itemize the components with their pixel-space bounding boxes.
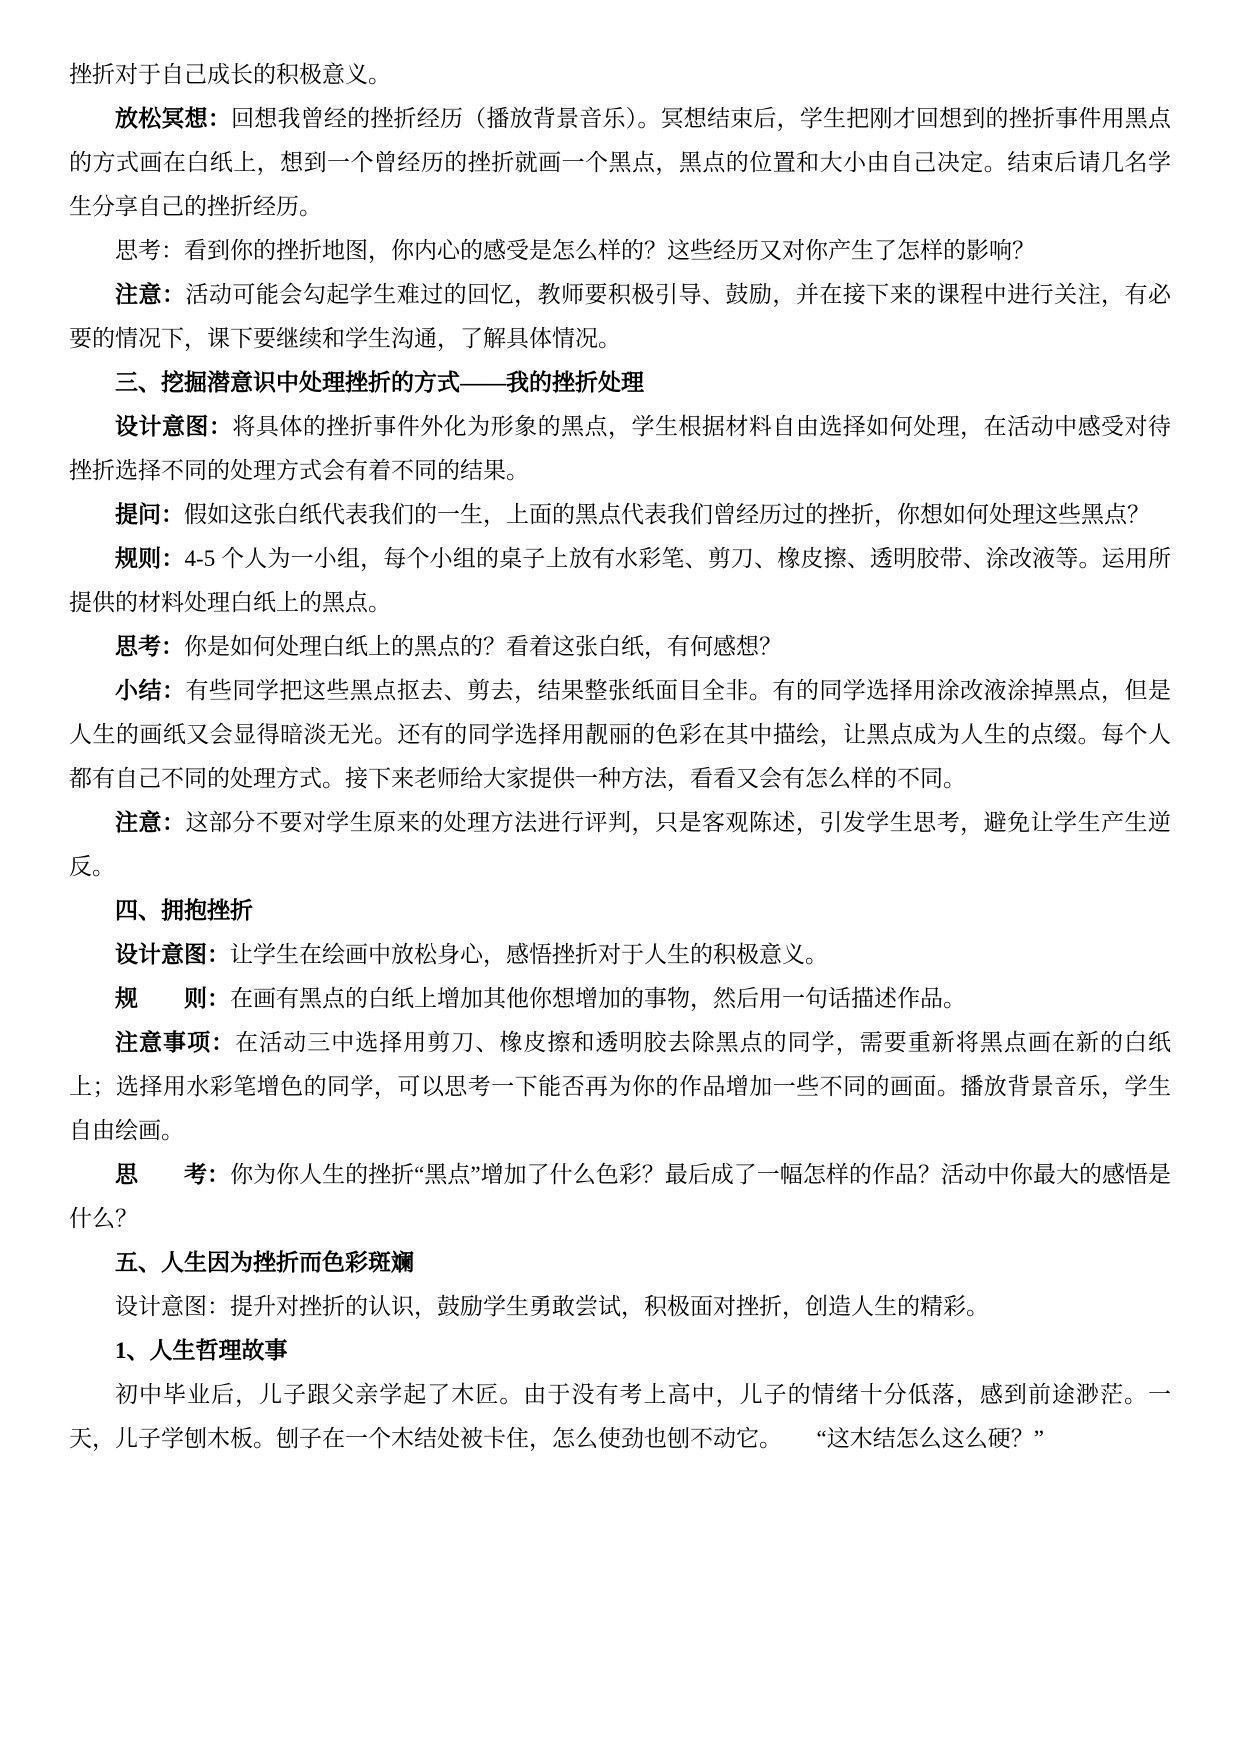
paragraph-think-3 <box>69 1153 1171 1241</box>
paragraph-text: 在活动三中选择用剪刀、橡皮擦和透明胶去除黑点的同学，需要重新将黑点画在新的白纸上；选择用水彩笔增色的同学，可以思考一下能否再为你的作品增加一些不同的画面。播放背景音乐，学生自由绘画。 <box>69 1030 1172 1143</box>
paragraph-text: 假如这张白纸代表我们的一生，上面的黑点代表我们曾经历过的挫折，你想如何处理这些黑点？ <box>184 502 1150 527</box>
paragraph-label: 提问： <box>115 502 184 527</box>
paragraph-text: 回想我曾经的挫折经历（播放背景音乐）。冥想结束后，学生把刚才回想到的挫折事件用黑点的方式画在白纸上，想到一个曾经历的挫折就画一个黑点，黑点的位置和大小由自己决定。结束后请几名学生分享自己的挫折经历。 <box>69 106 1172 219</box>
paragraph-design-intent-3 <box>69 405 1171 493</box>
paragraph-relax-meditation <box>69 97 1171 229</box>
paragraph-label: 放松冥想： <box>115 106 232 131</box>
paragraph-note-2 <box>69 801 1171 889</box>
paragraph-label: 注意： <box>115 282 186 307</box>
paragraph-text: 你是如何处理白纸上的黑点的？看着这张白纸，有何感想？ <box>184 634 782 659</box>
paragraph-text: 有些同学把这些黑点抠去、剪去，结果整张纸面目全非。有的同学选择用涂改液涂掉黑点，但是人生的画纸又会显得暗淡无光。还有的同学选择用靓丽的色彩在其中描绘，让黑点成为人生的点缀。每个人都有自己不同的处理方式。接下来老师给大家提供一种方法，看看又会有怎么样的不同。 <box>69 678 1172 791</box>
paragraph-label: 注意事项： <box>115 1030 236 1055</box>
paragraph-label: 设计意图： <box>115 942 230 967</box>
paragraph-think-1 <box>69 229 1171 273</box>
paragraph-text: 这部分不要对学生原来的处理方法进行评判，只是客观陈述，引发学生思考，避免让学生产生逆反。 <box>69 810 1172 879</box>
paragraph-story <box>69 1373 1171 1461</box>
paragraph-label: 注意： <box>115 810 186 835</box>
paragraph-text: 让学生在绘画中放松身心，感悟挫折对于人生的积极意义。 <box>230 942 828 967</box>
heading-story: 1、人生哲理故事 <box>115 1338 288 1363</box>
paragraph-design-intent-4 <box>69 933 1171 977</box>
paragraph-label: 思考： <box>115 238 184 263</box>
paragraph-label: 小结： <box>115 678 186 703</box>
paragraph-question <box>69 493 1171 537</box>
paragraph-label: 规则： <box>115 546 185 571</box>
paragraph-summary <box>69 669 1171 801</box>
paragraph-text: 看到你的挫折地图，你内心的感受是怎么样的？这些经历又对你产生了怎样的影响？ <box>184 238 1035 263</box>
paragraph-text: 初中毕业后，儿子跟父亲学起了木匠。由于没有考上高中，儿子的情绪十分低落，感到前途渺茫。一天，儿子学刨木板。刨子在一个木结处被卡住，怎么使劲也刨不动它。 “这木结怎么这么硬？” <box>69 1382 1171 1451</box>
paragraph-label: 思考： <box>115 634 184 659</box>
paragraph-continuation: 挫折对于自己成长的积极意义。 <box>69 62 391 87</box>
paragraph-label: 设计意图： <box>115 1294 230 1319</box>
paragraph-think-2 <box>69 625 1171 669</box>
paragraph-label: 规 则： <box>115 986 230 1011</box>
paragraph-text: 提升对挫折的认识，鼓励学生勇敢尝试，积极面对挫折，创造人生的精彩。 <box>230 1294 989 1319</box>
heading-section-5: 五、人生因为挫折而色彩斑斓 <box>115 1250 414 1275</box>
paragraph-text: 活动可能会勾起学生难过的回忆，教师要积极引导、鼓励，并在接下来的课程中进行关注，有必要的情况下，课下要继续和学生沟通，了解具体情况。 <box>69 282 1172 351</box>
paragraph-text: 将具体的挫折事件外化为形象的黑点，学生根据材料自由选择如何处理，在活动中感受对待挫折选择不同的处理方式会有着不同的结果。 <box>69 414 1172 483</box>
heading-section-3: 三、挖掘潜意识中处理挫折的方式——我的挫折处理 <box>115 370 644 395</box>
paragraph-text: 在画有黑点的白纸上增加其他你想增加的事物，然后用一句话描述作品。 <box>230 986 966 1011</box>
paragraph-label: 设计意图： <box>115 414 233 439</box>
paragraph-rules-1 <box>69 537 1171 625</box>
paragraph-design-intent-5 <box>69 1285 1171 1329</box>
paragraph-precautions <box>69 1021 1171 1153</box>
paragraph-note-1 <box>69 273 1171 361</box>
paragraph-text: 4-5 个人为一小组，每个小组的桌子上放有水彩笔、剪刀、橡皮擦、透明胶带、涂改液等。运用所提供的材料处理白纸上的黑点。 <box>69 546 1172 615</box>
paragraph-rules-2 <box>69 977 1171 1021</box>
paragraph-label: 思 考： <box>115 1162 231 1187</box>
paragraph-text: 你为你人生的挫折“黑点”增加了什么色彩？最后成了一幅怎样的作品？活动中你最大的感悟是什么？ <box>69 1162 1172 1231</box>
heading-section-4: 四、拥抱挫折 <box>115 898 253 923</box>
